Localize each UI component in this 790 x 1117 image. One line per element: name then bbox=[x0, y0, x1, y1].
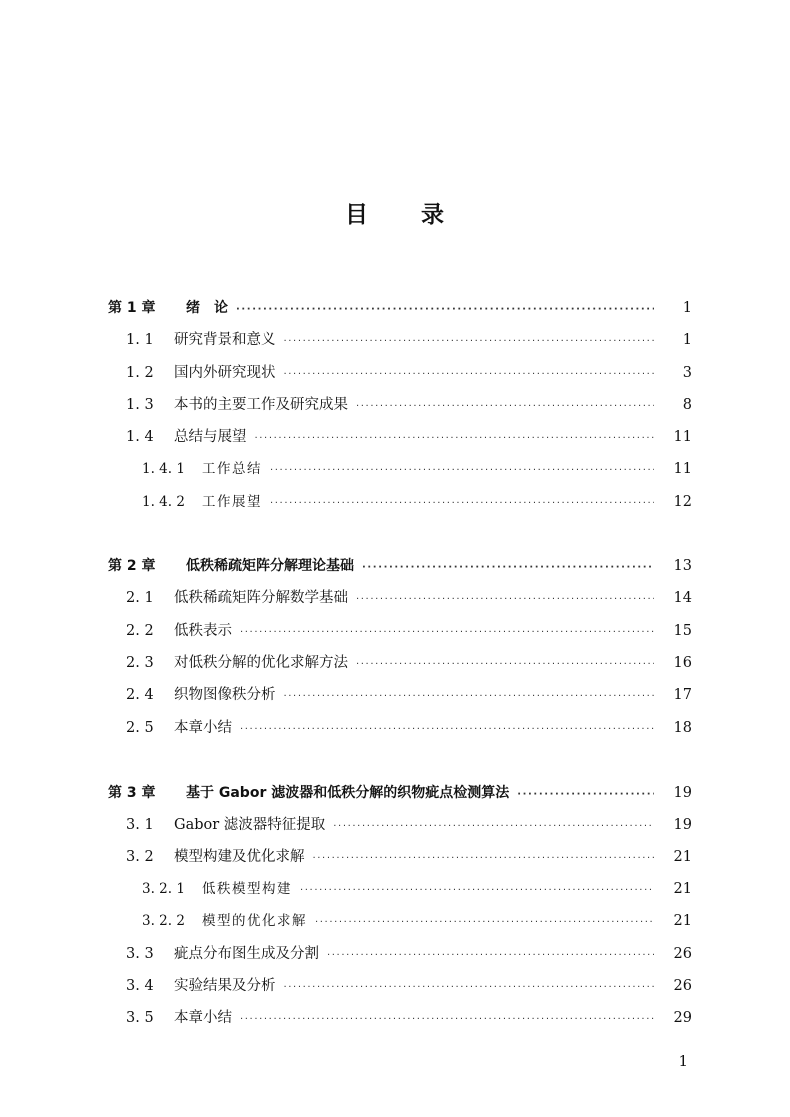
subsection-number: 1. 4. 2 bbox=[142, 494, 185, 510]
page-number: 26 bbox=[673, 946, 692, 962]
page-number: 12 bbox=[673, 494, 692, 510]
toc-subsection-3-2-1[interactable] bbox=[0, 877, 790, 901]
subsection-title: 模型的优化求解 bbox=[202, 913, 307, 929]
toc-section-3-4[interactable] bbox=[0, 974, 790, 998]
subsection-title: 工作展望 bbox=[202, 494, 262, 510]
page-number: 19 bbox=[673, 785, 692, 801]
dot-leader bbox=[300, 879, 654, 903]
section-number: 1. 3 bbox=[126, 397, 154, 413]
toc-section-2-2[interactable] bbox=[0, 619, 790, 643]
section-number: 3. 4 bbox=[126, 978, 154, 994]
dot-leader bbox=[270, 492, 654, 516]
toc-section-2-4[interactable] bbox=[0, 683, 790, 707]
page-number: 19 bbox=[673, 817, 692, 833]
toc-subsection-1-4-1[interactable] bbox=[0, 457, 790, 481]
section-title: 织物图像秩分析 bbox=[174, 687, 276, 703]
section-number: 2. 3 bbox=[126, 655, 154, 671]
chapter-title: 绪 论 bbox=[186, 300, 228, 316]
dot-leader bbox=[356, 395, 654, 419]
section-number: 1. 1 bbox=[126, 332, 154, 348]
dot-leader bbox=[356, 588, 654, 612]
toc-section-2-3[interactable] bbox=[0, 651, 790, 675]
dot-leader bbox=[356, 653, 654, 677]
section-title: 实验结果及分析 bbox=[174, 978, 276, 994]
section-title: 国内外研究现状 bbox=[174, 365, 276, 381]
section-number: 1. 4 bbox=[126, 429, 154, 445]
page-number: 13 bbox=[673, 558, 692, 574]
dot-leader bbox=[240, 718, 654, 742]
section-number: 2. 2 bbox=[126, 623, 154, 639]
footer-page-number: 1 bbox=[678, 1052, 688, 1070]
section-title: 模型构建及优化求解 bbox=[174, 849, 305, 865]
page-number: 8 bbox=[682, 397, 692, 413]
section-number: 1. 2 bbox=[126, 365, 154, 381]
section-number: 3. 3 bbox=[126, 946, 154, 962]
toc-section-1-1[interactable] bbox=[0, 328, 790, 352]
toc-chapter-2[interactable] bbox=[0, 554, 790, 578]
section-number: 2. 4 bbox=[126, 687, 154, 703]
section-title: 疵点分布图生成及分割 bbox=[174, 946, 319, 962]
page-title-char-2: 录 bbox=[421, 202, 445, 228]
dot-leader bbox=[236, 298, 654, 322]
toc-chapter-3[interactable] bbox=[0, 781, 790, 805]
dot-leader bbox=[284, 363, 655, 387]
chapter-number: 第 2 章 bbox=[108, 558, 156, 574]
toc-section-1-4[interactable] bbox=[0, 425, 790, 449]
section-title: 低秩表示 bbox=[174, 623, 232, 639]
subsection-number: 1. 4. 1 bbox=[142, 461, 185, 477]
dot-leader bbox=[333, 815, 654, 839]
page-number: 21 bbox=[673, 913, 692, 929]
page-number: 21 bbox=[673, 849, 692, 865]
page-number: 11 bbox=[673, 461, 692, 477]
page-number: 3 bbox=[682, 365, 692, 381]
page-number: 14 bbox=[673, 590, 692, 606]
toc-subsection-3-2-2[interactable] bbox=[0, 909, 790, 933]
section-title: 本书的主要工作及研究成果 bbox=[174, 397, 348, 413]
toc-section-3-5[interactable] bbox=[0, 1006, 790, 1030]
dot-leader bbox=[517, 783, 654, 807]
subsection-title: 低秩模型构建 bbox=[202, 881, 292, 897]
page-number: 17 bbox=[673, 687, 692, 703]
dot-leader bbox=[240, 621, 654, 645]
page-number: 16 bbox=[673, 655, 692, 671]
subsection-number: 3. 2. 2 bbox=[142, 913, 185, 929]
dot-leader bbox=[284, 685, 655, 709]
page-number: 21 bbox=[673, 881, 692, 897]
toc-section-3-1[interactable] bbox=[0, 813, 790, 837]
section-title: 总结与展望 bbox=[174, 429, 247, 445]
page-number: 29 bbox=[673, 1010, 692, 1026]
section-title: 研究背景和意义 bbox=[174, 332, 276, 348]
toc-section-1-3[interactable] bbox=[0, 393, 790, 417]
section-number: 3. 5 bbox=[126, 1010, 154, 1026]
chapter-number: 第 3 章 bbox=[108, 785, 156, 801]
page-number: 18 bbox=[673, 720, 692, 736]
toc-section-2-5[interactable] bbox=[0, 716, 790, 740]
chapter-title: 低秩稀疏矩阵分解理论基础 bbox=[186, 558, 354, 574]
page-number: 1 bbox=[682, 332, 692, 348]
dot-leader bbox=[313, 847, 655, 871]
dot-leader bbox=[240, 1008, 654, 1032]
section-title: 低秩稀疏矩阵分解数学基础 bbox=[174, 590, 348, 606]
dot-leader bbox=[284, 976, 655, 1000]
toc-section-3-2[interactable] bbox=[0, 845, 790, 869]
dot-leader bbox=[315, 911, 654, 935]
dot-leader bbox=[284, 330, 655, 354]
toc-section-1-2[interactable] bbox=[0, 361, 790, 385]
section-title: 本章小结 bbox=[174, 720, 232, 736]
page-number: 1 bbox=[682, 300, 692, 316]
dot-leader bbox=[255, 427, 655, 451]
subsection-number: 3. 2. 1 bbox=[142, 881, 185, 897]
subsection-title: 工作总结 bbox=[202, 461, 262, 477]
section-title: 本章小结 bbox=[174, 1010, 232, 1026]
dot-leader bbox=[270, 459, 654, 483]
page-number: 11 bbox=[673, 429, 692, 445]
section-number: 3. 2 bbox=[126, 849, 154, 865]
section-number: 2. 1 bbox=[126, 590, 154, 606]
page-title-char-1: 目 bbox=[345, 202, 369, 228]
page-number: 15 bbox=[673, 623, 692, 639]
section-number: 3. 1 bbox=[126, 817, 154, 833]
dot-leader bbox=[327, 944, 654, 968]
chapter-title: 基于 Gabor 滤波器和低秩分解的织物疵点检测算法 bbox=[186, 785, 510, 801]
toc-section-2-1[interactable] bbox=[0, 586, 790, 610]
section-number: 2. 5 bbox=[126, 720, 154, 736]
toc-chapter-1[interactable] bbox=[0, 296, 790, 320]
section-title: 对低秩分解的优化求解方法 bbox=[174, 655, 348, 671]
page-number: 26 bbox=[673, 978, 692, 994]
chapter-number: 第 1 章 bbox=[108, 300, 156, 316]
toc-section-3-3[interactable] bbox=[0, 942, 790, 966]
toc-subsection-1-4-2[interactable] bbox=[0, 490, 790, 514]
section-title: Gabor 滤波器特征提取 bbox=[174, 817, 326, 833]
dot-leader bbox=[362, 556, 654, 580]
